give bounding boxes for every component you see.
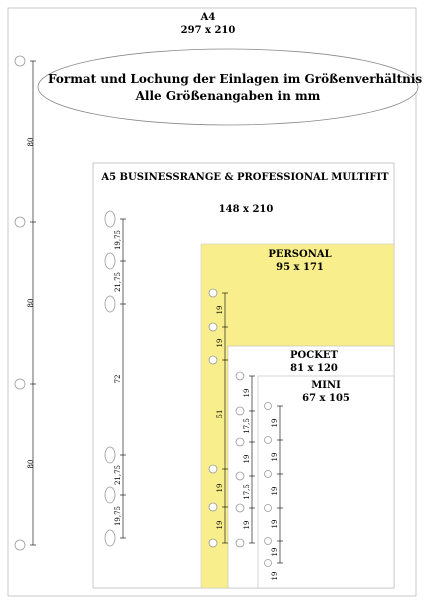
mini-dimension-label: 19 xyxy=(271,486,279,496)
pocket-hole xyxy=(236,472,244,480)
pocket-dimension-label: 19 xyxy=(243,520,251,530)
personal-hole xyxy=(209,539,217,547)
title-ellipse xyxy=(38,49,423,125)
mini-format-name: MINI xyxy=(311,380,341,391)
pocket-dimension-label: 19 xyxy=(243,388,251,398)
a5-dimension-label: 19,75 xyxy=(114,229,122,251)
pocket-hole xyxy=(236,407,244,415)
header-format-name: A4 xyxy=(200,12,216,23)
mini-hole xyxy=(265,437,272,444)
personal-format-name: PERSONAL xyxy=(268,249,332,260)
personal-dimension-label: 51 xyxy=(216,409,224,419)
a4-hole xyxy=(15,540,25,550)
a5-format-name: A5 BUSINESSRANGE & PROFESSIONAL MULTIFIT xyxy=(101,172,389,183)
pocket-hole xyxy=(236,504,244,512)
a4-hole xyxy=(15,379,25,389)
a4-dimension-label: 80 xyxy=(27,459,35,469)
a5-hole xyxy=(105,211,115,227)
mini-dimension-label: 19 xyxy=(271,452,279,462)
personal-dimension-label: 19 xyxy=(216,483,224,493)
a5-format-size: 148 x 210 xyxy=(218,204,274,215)
personal-hole xyxy=(209,503,217,511)
a5-hole xyxy=(105,296,115,312)
a5-hole xyxy=(105,487,115,503)
a5-dimension-label: 19,75 xyxy=(114,505,122,527)
header-format-size: 297 x 210 xyxy=(180,25,236,36)
a4-hole xyxy=(15,56,25,66)
a5-hole xyxy=(105,447,115,463)
mini-dimension-label: 19 xyxy=(271,547,279,557)
pocket-dimension-label: 19 xyxy=(243,454,251,464)
pocket-format-name: POCKET xyxy=(290,350,338,361)
a5-hole xyxy=(105,530,115,546)
mini-dimension-label: 19 xyxy=(271,418,279,428)
mini-hole xyxy=(265,471,272,478)
pocket-format-size: 81 x 120 xyxy=(290,363,338,374)
pocket-dimension-label: 17,5 xyxy=(243,484,251,500)
personal-dimension-label: 19 xyxy=(216,338,224,348)
mini-format-size: 67 x 105 xyxy=(302,393,350,404)
a5-hole xyxy=(105,253,115,269)
mini-dimension-label: 19 xyxy=(271,519,279,529)
mini-dimension-label: 19 xyxy=(271,571,279,581)
mini-hole xyxy=(265,403,272,410)
personal-hole xyxy=(209,289,217,297)
personal-hole xyxy=(209,356,217,364)
a5-dimension-label: 21,75 xyxy=(114,271,122,293)
personal-format-size: 95 x 171 xyxy=(276,262,324,273)
a4-hole xyxy=(15,217,25,227)
title-line-1: Format und Lochung der Einlagen im Größenverhältnis xyxy=(48,72,423,86)
title-line-2: Alle Größenangaben in mm xyxy=(135,89,321,103)
personal-dimension-label: 19 xyxy=(216,520,224,530)
pocket-hole xyxy=(236,372,244,380)
personal-hole xyxy=(209,465,217,473)
personal-hole xyxy=(209,323,217,331)
mini-hole xyxy=(265,505,272,512)
mini-hole xyxy=(265,560,272,567)
a5-dimension-label: 72 xyxy=(114,374,122,384)
mini-hole xyxy=(265,538,272,545)
a4-holes xyxy=(15,56,25,550)
a5-dimension-label: 21,75 xyxy=(114,464,122,486)
a4-dimension-label: 80 xyxy=(27,298,35,308)
pocket-dimension-label: 17,5 xyxy=(243,418,251,434)
pocket-hole xyxy=(236,438,244,446)
pocket-hole xyxy=(236,539,244,547)
personal-dimension-label: 19 xyxy=(216,305,224,315)
a4-dimension-label: 80 xyxy=(27,137,35,147)
